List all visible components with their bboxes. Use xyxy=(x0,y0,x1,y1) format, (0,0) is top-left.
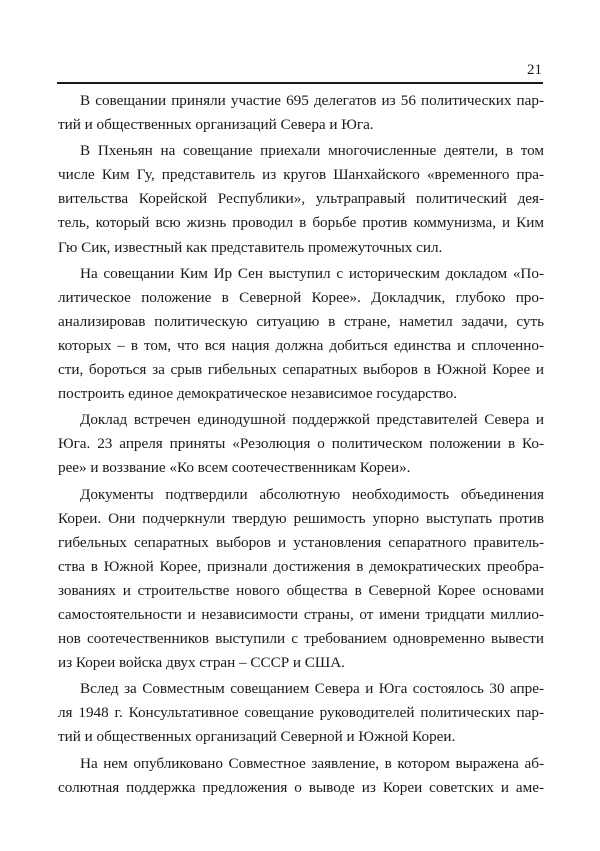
paragraph-consultative xyxy=(58,677,544,749)
text-line: анализировав политическую ситуацию в стране, наметил задачи, суть xyxy=(58,312,544,330)
text-line: В совещании приняли участие 695 делегатов из 56 политических пар- xyxy=(80,92,544,109)
text-line: солютная поддержка предложения о выводе из Кореи советских и аме- xyxy=(58,778,544,796)
text-line: Доклад встречен единодушной поддержкой представителей Севера и xyxy=(80,411,544,429)
text-line: гибельных сепаратных выборов и установления сепаратного правитель- xyxy=(58,533,544,551)
text-line: тий и общественных организаций Северной и Южной Кореи. xyxy=(58,728,456,746)
page-number: 21 xyxy=(527,62,542,78)
text-line: зованиях и строительстве нового общества в Северной Корее основами xyxy=(58,581,544,599)
text-line: вительства Корейской Республики», ультраправый политический дея- xyxy=(58,190,544,208)
text-line: самостоятельности и независимости страны, от имени тридцати миллио- xyxy=(58,605,544,623)
header-rule xyxy=(57,82,543,84)
paragraph-arrivals xyxy=(58,139,544,259)
text-line: тель, который всю жизнь проводил в борьбе против коммунизма, и Ким xyxy=(58,214,544,232)
text-line: тий и общественных организаций Севера и Юга. xyxy=(58,116,374,134)
text-line: литическое положение в Северной Корее». Докладчик, глубоко про- xyxy=(58,288,544,306)
text-line: сти, бороться за срыв гибельных сепаратных выборов в Южной Корее и xyxy=(58,361,544,379)
text-line: рее» и воззвание «Ко всем соотечественникам Кореи». xyxy=(58,459,411,477)
text-line: На нем опубликовано Совместное заявление, в котором выражена аб- xyxy=(80,754,544,772)
paragraph-delegates xyxy=(58,89,544,137)
paragraph-joint-statement xyxy=(58,752,544,800)
paragraph-report xyxy=(58,262,544,407)
text-line: из Кореи войска двух стран – СССР и США. xyxy=(58,654,345,672)
text-line: Вслед за Совместным совещанием Севера и Юга состоялось 30 апре- xyxy=(80,680,544,698)
text-line: ства в Южной Корее, признали достижения в демократических преобра- xyxy=(58,557,544,575)
body-text xyxy=(58,89,544,800)
text-line: На совещании Ким Ир Сен выступил с историческим докладом «По- xyxy=(80,264,544,282)
text-line: Документы подтвердили абсолютную необходимость объединения xyxy=(80,485,544,503)
text-line: Кореи. Они подчеркнули твердую решимость упорно выступать против xyxy=(58,509,544,527)
text-line: которых – в том, что вся нация должна добиться единства и сплоченно- xyxy=(58,336,544,354)
text-line: В Пхеньян на совещание приехали многочисленные деятели, в том xyxy=(80,142,544,160)
text-line: построить единое демократическое независимое государство. xyxy=(58,385,458,403)
text-line: Юга. 23 апреля приняты «Резолюция о политическом положении в Ко- xyxy=(58,435,544,453)
paragraph-resolution xyxy=(58,408,544,480)
text-line: нов соотечественников выступили с требованием одновременно вывести xyxy=(58,630,544,648)
paragraph-documents xyxy=(58,483,544,676)
text-line: Гю Сик, известный как представитель промежуточных сил. xyxy=(58,238,443,256)
text-line: ля 1948 г. Консультативное совещание руководителей политических пар- xyxy=(58,704,544,722)
text-line: числе Ким Гу, представитель из кругов Шанхайского «временного пра- xyxy=(58,166,544,184)
